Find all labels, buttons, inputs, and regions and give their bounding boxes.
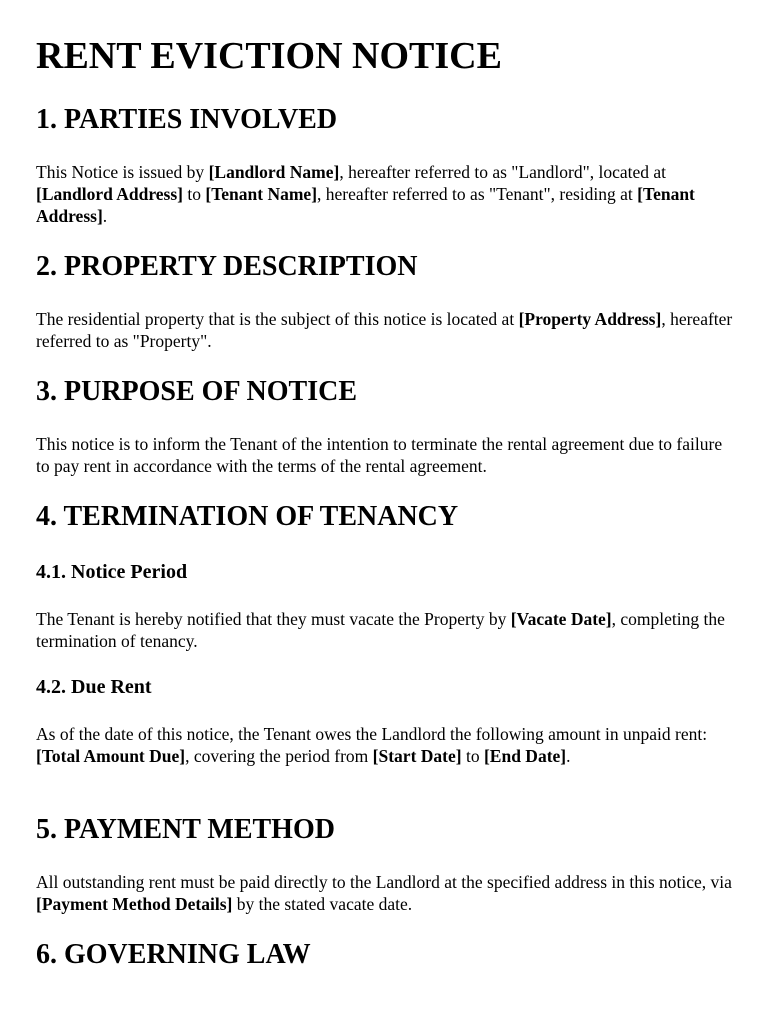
section-heading: 4. TERMINATION OF TENANCY [36,501,459,532]
section-heading: 6. GOVERNING LAW [36,939,311,970]
subsection-due-rent [36,675,736,767]
subsection-body [36,608,736,652]
body-text: . [102,206,108,226]
body-text: by the stated vacate date. [232,894,413,914]
section-governing-law [36,939,736,971]
body-text: , completing the termination of tenancy. [36,609,725,651]
section-parties [36,104,736,227]
body-text: , hereafter referred to as "Property". [36,309,733,351]
placeholder-tenant-address: [Tenant Address] [36,184,695,226]
section-payment-method [36,814,736,915]
body-text: . [566,746,571,766]
placeholder-tenant-name: [Tenant Name] [205,184,318,204]
section-property [36,251,736,352]
body-text: to [461,746,484,766]
body-text: This Notice is issued by [36,162,209,182]
section-termination [36,501,736,533]
subsection-notice-period [36,560,736,652]
placeholder-landlord-name: [Landlord Name] [208,162,340,182]
placeholder-landlord-address: [Landlord Address] [36,184,184,204]
subsection-heading: 4.1. Notice Period [36,561,188,583]
placeholder-vacate-date: [Vacate Date] [510,609,612,629]
body-text: to [183,184,206,204]
body-text: , hereafter referred to as "Landlord", located at [339,162,667,182]
document-title: RENT EVICTION NOTICE [36,35,502,77]
section-body [36,308,736,352]
section-heading: 2. PROPERTY DESCRIPTION [36,251,418,282]
section-heading: 3. PURPOSE OF NOTICE [36,376,357,407]
body-text: The Tenant is hereby notified that they must vacate the Property by [36,609,511,629]
subsection-body [36,723,736,767]
section-purpose [36,376,736,477]
body-text: , covering the period from [185,746,373,766]
subsection-heading: 4.2. Due Rent [36,676,152,698]
placeholder-start-date: [Start Date] [372,746,462,766]
section-body [36,871,736,915]
body-text: The residential property that is the subject of this notice is located at [36,309,519,329]
body-text: , hereafter referred to as "Tenant", residing at [317,184,638,204]
section-heading: 1. PARTIES INVOLVED [36,104,338,135]
section-body [36,161,736,227]
section-heading: 5. PAYMENT METHOD [36,814,335,845]
placeholder-property-address: [Property Address] [518,309,662,329]
body-text: As of the date of this notice, the Tenant owes the Landlord the following amount in unpaid rent: [36,724,708,744]
placeholder-end-date: [End Date] [483,746,567,766]
placeholder-total-amount-due: [Total Amount Due] [36,746,186,766]
section-body: This notice is to inform the Tenant of the intention to terminate the rental agreement due to failure to pay rent in accordance with the terms of the rental agreement. [36,434,723,476]
placeholder-payment-method: [Payment Method Details] [36,894,233,914]
body-text: All outstanding rent must be paid directly to the Landlord at the specified address in this notice, via [36,872,732,892]
